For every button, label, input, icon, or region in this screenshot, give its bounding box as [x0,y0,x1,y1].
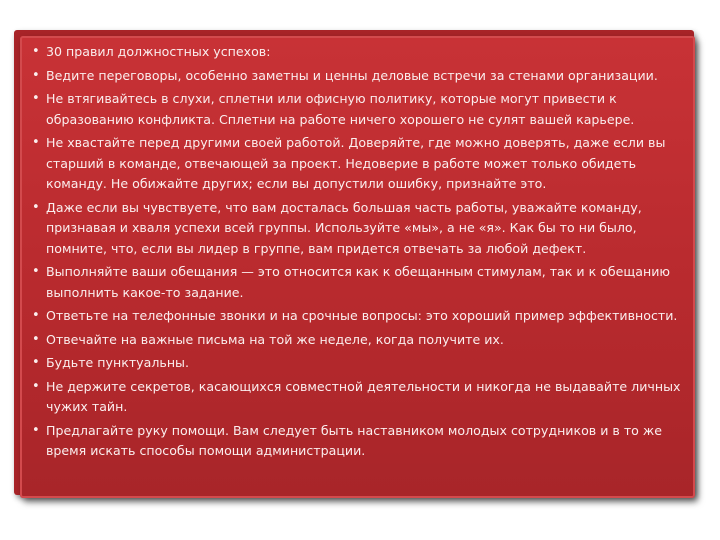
list-item [30,306,690,327]
list-item-text: Не хвастайте перед другими своей работой. Доверяйте, где можно доверять, даже если вы старший в команде, отвечающей за проект. Недоверие в работе может только обидеть команду. Не обижайте других; если вы допустили ошибку, признайте это. [46,135,666,191]
list-item-text: Ответьте на телефонные звонки и на срочные вопросы: это хороший пример эффективности. [46,308,678,323]
list-item [30,421,690,462]
list-item-text: Предлагайте руку помощи. Вам следует быть наставником молодых сотрудников и в то же время искать способы помощи администрации. [46,422,662,458]
list-item-text: Отвечайте на важные письма на той же неделе, когда получите их. [46,331,504,347]
list-item [30,330,690,351]
bullet-icon: • [32,355,40,370]
list-item-text: Не держите секретов, касающихся совместной деятельности и никогда не выдавайте личных чужих тайн. [46,378,681,414]
list-item-text: Не втягивайтесь в слухи, сплетни или офисную политику, которые могут привести к образованию конфликта. Сплетни на работе ничего хорошего не сулят вашей карьере. [46,91,635,127]
list-item [30,377,690,418]
bullet-icon: • [32,264,40,279]
list-item-text: Выполняйте ваши обещания — это относится как к обещанным стимулам, так и к обещанию выполнить какое-то задание. [46,264,670,300]
bullet-icon: • [32,422,40,438]
list-item [30,89,690,130]
list-item [30,133,690,195]
list-item-text: 30 правил должностных успехов: [46,44,271,59]
bullet-icon: • [32,331,40,347]
bullet-icon: • [32,135,40,150]
list-item-text: Даже если вы чувствуете, что вам досталась большая часть работы, уважайте команду, признавая и хваля успехи всей группы. Используйте «мы», а не «я». Как бы то ни было, помните, что, если вы лидер в группе, вам придется отвечать за любой дефект. [46,199,642,256]
bullet-icon: • [32,91,40,106]
list-item [30,198,690,260]
list-item [30,66,690,87]
list-item [30,42,690,63]
bullet-icon: • [32,44,40,59]
bullet-icon: • [32,378,40,394]
list-item [30,353,690,374]
bullet-list [30,42,690,465]
bullet-icon: • [32,67,40,83]
list-item-text: Ведите переговоры, особенно заметны и ценны деловые встречи за стенами организации. [46,67,658,83]
list-item [30,262,690,303]
bullet-icon: • [32,308,40,323]
bullet-icon: • [32,199,40,215]
list-item-text: Будьте пунктуальны. [46,355,189,370]
